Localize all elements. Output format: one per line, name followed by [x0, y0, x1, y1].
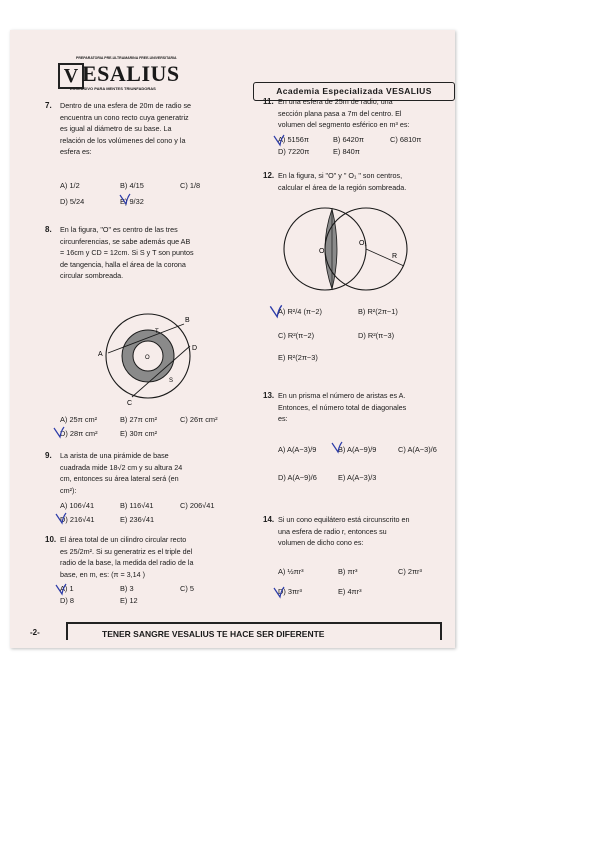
question-number: 13.	[263, 391, 275, 400]
logo-word: ESALIUS	[82, 61, 180, 86]
question-line: cm²):	[60, 485, 77, 495]
option-c[interactable]: C) 2πr³	[398, 567, 422, 576]
question-line: volumen del segmento esférico en m³ es:	[278, 120, 410, 130]
footer-slogan: TENER SANGRE VESALIUS TE HACE SER DIFERENTE	[66, 622, 442, 640]
question-line: El área total de un cilindro circular recto	[60, 535, 187, 544]
option-e[interactable]: E) 12	[120, 596, 138, 605]
question-line: En un prisma el número de aristas es A.	[278, 391, 406, 400]
options-7	[60, 180, 250, 210]
option-e[interactable]: E) 840π	[333, 147, 360, 156]
option-c[interactable]: C) R²(π−2)	[278, 331, 315, 340]
question-number: 11.	[263, 97, 274, 106]
shaded-lens	[325, 209, 337, 289]
academy-title: Academia Especializada VESALIUS	[253, 82, 455, 101]
question-line: es 25/2m². Si su generatriz es el triple del	[60, 546, 193, 556]
option-a[interactable]: A) ½πr³	[278, 567, 304, 576]
page-footer	[30, 622, 450, 646]
options-14	[278, 566, 450, 600]
option-c[interactable]: C) 1/8	[180, 181, 201, 190]
question-number: 8.	[45, 225, 52, 234]
question-line: circular sombreada.	[60, 271, 124, 281]
question-number: 9.	[45, 451, 52, 460]
question-line: = 16cm y CD = 12cm. Si S y T son puntos	[60, 248, 194, 258]
label-s: S	[169, 378, 174, 384]
radius-r	[366, 249, 404, 266]
option-a[interactable]: A) R²/4 (π−2)	[278, 307, 322, 316]
question-line: es:	[278, 414, 288, 424]
label-d: D	[192, 345, 198, 352]
option-a[interactable]: A) 25π cm²	[60, 415, 98, 424]
option-d[interactable]: D) 8	[60, 596, 74, 605]
option-b[interactable]: B) 3	[120, 584, 134, 593]
page-number: -2-	[30, 628, 40, 637]
option-b[interactable]: B) R²(2π−1)	[358, 307, 398, 316]
option-e[interactable]: E) 9/32	[120, 197, 144, 206]
option-c[interactable]: C) 206√41	[180, 501, 215, 510]
question-line: La arista de una pirámide de base	[60, 451, 169, 460]
options-10	[60, 583, 250, 611]
question-line: calcular el área de la región sombreada.	[278, 182, 407, 192]
question-line: En la figura, si "O" y " O₁ " son centros,	[278, 171, 403, 180]
exam-sheet	[10, 30, 455, 648]
option-d[interactable]: D) R²(π−3)	[358, 331, 395, 340]
question-8	[45, 224, 250, 282]
concentric-circles-figure	[92, 306, 212, 406]
question-12	[263, 170, 450, 193]
option-e[interactable]: E) 30π cm²	[120, 429, 158, 438]
option-c[interactable]: C) 5	[180, 584, 194, 593]
option-e[interactable]: E) R²(2π−3)	[278, 353, 318, 362]
question-line: radio de la base, la medida del radio de la	[60, 558, 194, 568]
question-line: esfera es:	[60, 147, 92, 157]
question-11	[263, 96, 450, 131]
question-line: Dentro de una esfera de 20m de radio se	[60, 101, 192, 110]
question-line: Si un cono equilátero está circunscrito en	[278, 515, 410, 524]
option-d[interactable]: D) 216√41	[60, 515, 95, 524]
option-d[interactable]: D) 3πr³	[278, 587, 302, 596]
question-line: sección plana pasa a 7m del centro. El	[278, 108, 402, 118]
question-number: 14.	[263, 515, 275, 524]
question-number: 10.	[45, 535, 57, 544]
options-8	[60, 414, 250, 444]
question-line: base, en m, es: (π = 3,14 )	[60, 569, 146, 579]
question-line: Entonces, el número total de diagonales	[278, 402, 407, 412]
option-d[interactable]: D) 5/24	[60, 197, 85, 206]
label-r: R	[392, 253, 398, 260]
option-c[interactable]: C) 26π cm²	[180, 415, 218, 424]
question-line: relación de los volúmenes del cono y la	[60, 135, 186, 145]
question-line: de tangencia, halla el área de la corona	[60, 259, 186, 269]
vesalius-logo	[58, 56, 180, 91]
option-e[interactable]: E) 236√41	[120, 515, 155, 524]
options-11	[278, 134, 450, 162]
question-14	[263, 514, 450, 549]
question-line: En una esfera de 25m de radio, una	[278, 97, 393, 106]
question-number: 12.	[263, 171, 275, 180]
question-10	[45, 534, 250, 580]
question-number: 7.	[45, 101, 52, 110]
option-b[interactable]: B) 4/15	[120, 181, 144, 190]
question-line: En la figura, "O" es centro de las tres	[60, 225, 178, 234]
question-line: cuadrada mide 18√2 cm y su altura 24	[60, 462, 183, 472]
label-a: A	[98, 351, 103, 358]
option-c[interactable]: C) 6810π	[390, 135, 422, 144]
question-line: es igual al diámetro de su base. La	[60, 124, 172, 134]
option-a[interactable]: A) 106√41	[60, 501, 95, 510]
option-b[interactable]: B) 6420π	[333, 135, 364, 144]
options-13	[278, 444, 450, 494]
label-c: C	[127, 400, 133, 406]
question-9	[45, 450, 250, 496]
question-line: volumen de dicho cono es:	[278, 538, 364, 548]
question-13	[263, 390, 450, 425]
logo-tagline: EXCLUSIVO PARA MENTES TRIUNFADORAS	[70, 86, 156, 91]
label-t: T	[155, 329, 159, 335]
option-e[interactable]: E) A(A−3)/3	[338, 473, 377, 482]
intersecting-circles-figure	[280, 200, 420, 298]
option-a[interactable]: A) A(A−3)/9	[278, 445, 317, 454]
option-b[interactable]: B) 27π cm²	[120, 415, 158, 424]
question-line: cm, entonces su área lateral será (en	[60, 474, 179, 484]
option-a[interactable]: A) 1	[60, 584, 74, 593]
option-b[interactable]: B) 116√41	[120, 501, 154, 510]
logo-small-text: PREPARATORIA PRE-ULTRAMARINA FREE-UNIVERSITARIA	[76, 56, 177, 60]
option-c[interactable]: C) A(A−3)/6	[398, 445, 437, 454]
label-o: O	[319, 248, 325, 255]
label-o: O	[145, 355, 150, 361]
label-o1: O₁	[359, 240, 367, 247]
option-d[interactable]: D) 28π cm²	[60, 429, 98, 438]
question-7	[45, 100, 250, 158]
option-e[interactable]: E) 4πr³	[338, 587, 362, 596]
option-b[interactable]: B) πr³	[338, 567, 358, 576]
label-b: B	[185, 317, 190, 324]
question-line: encuentra un cono recto cuya generatriz	[60, 112, 189, 122]
option-a[interactable]: A) 5156π	[278, 135, 309, 144]
option-d[interactable]: D) 7220π	[278, 147, 310, 156]
option-b[interactable]: B) A(A−9)/9	[338, 445, 377, 454]
question-line: circunferencias, se sabe además que AB	[60, 236, 191, 246]
option-a[interactable]: A) 1/2	[60, 181, 80, 190]
option-d[interactable]: D) A(A−9)/6	[278, 473, 317, 482]
options-9	[60, 500, 250, 530]
question-line: una esfera de radio r, entonces su	[278, 526, 387, 536]
logo-letter: V	[58, 63, 84, 89]
options-12	[278, 306, 450, 372]
